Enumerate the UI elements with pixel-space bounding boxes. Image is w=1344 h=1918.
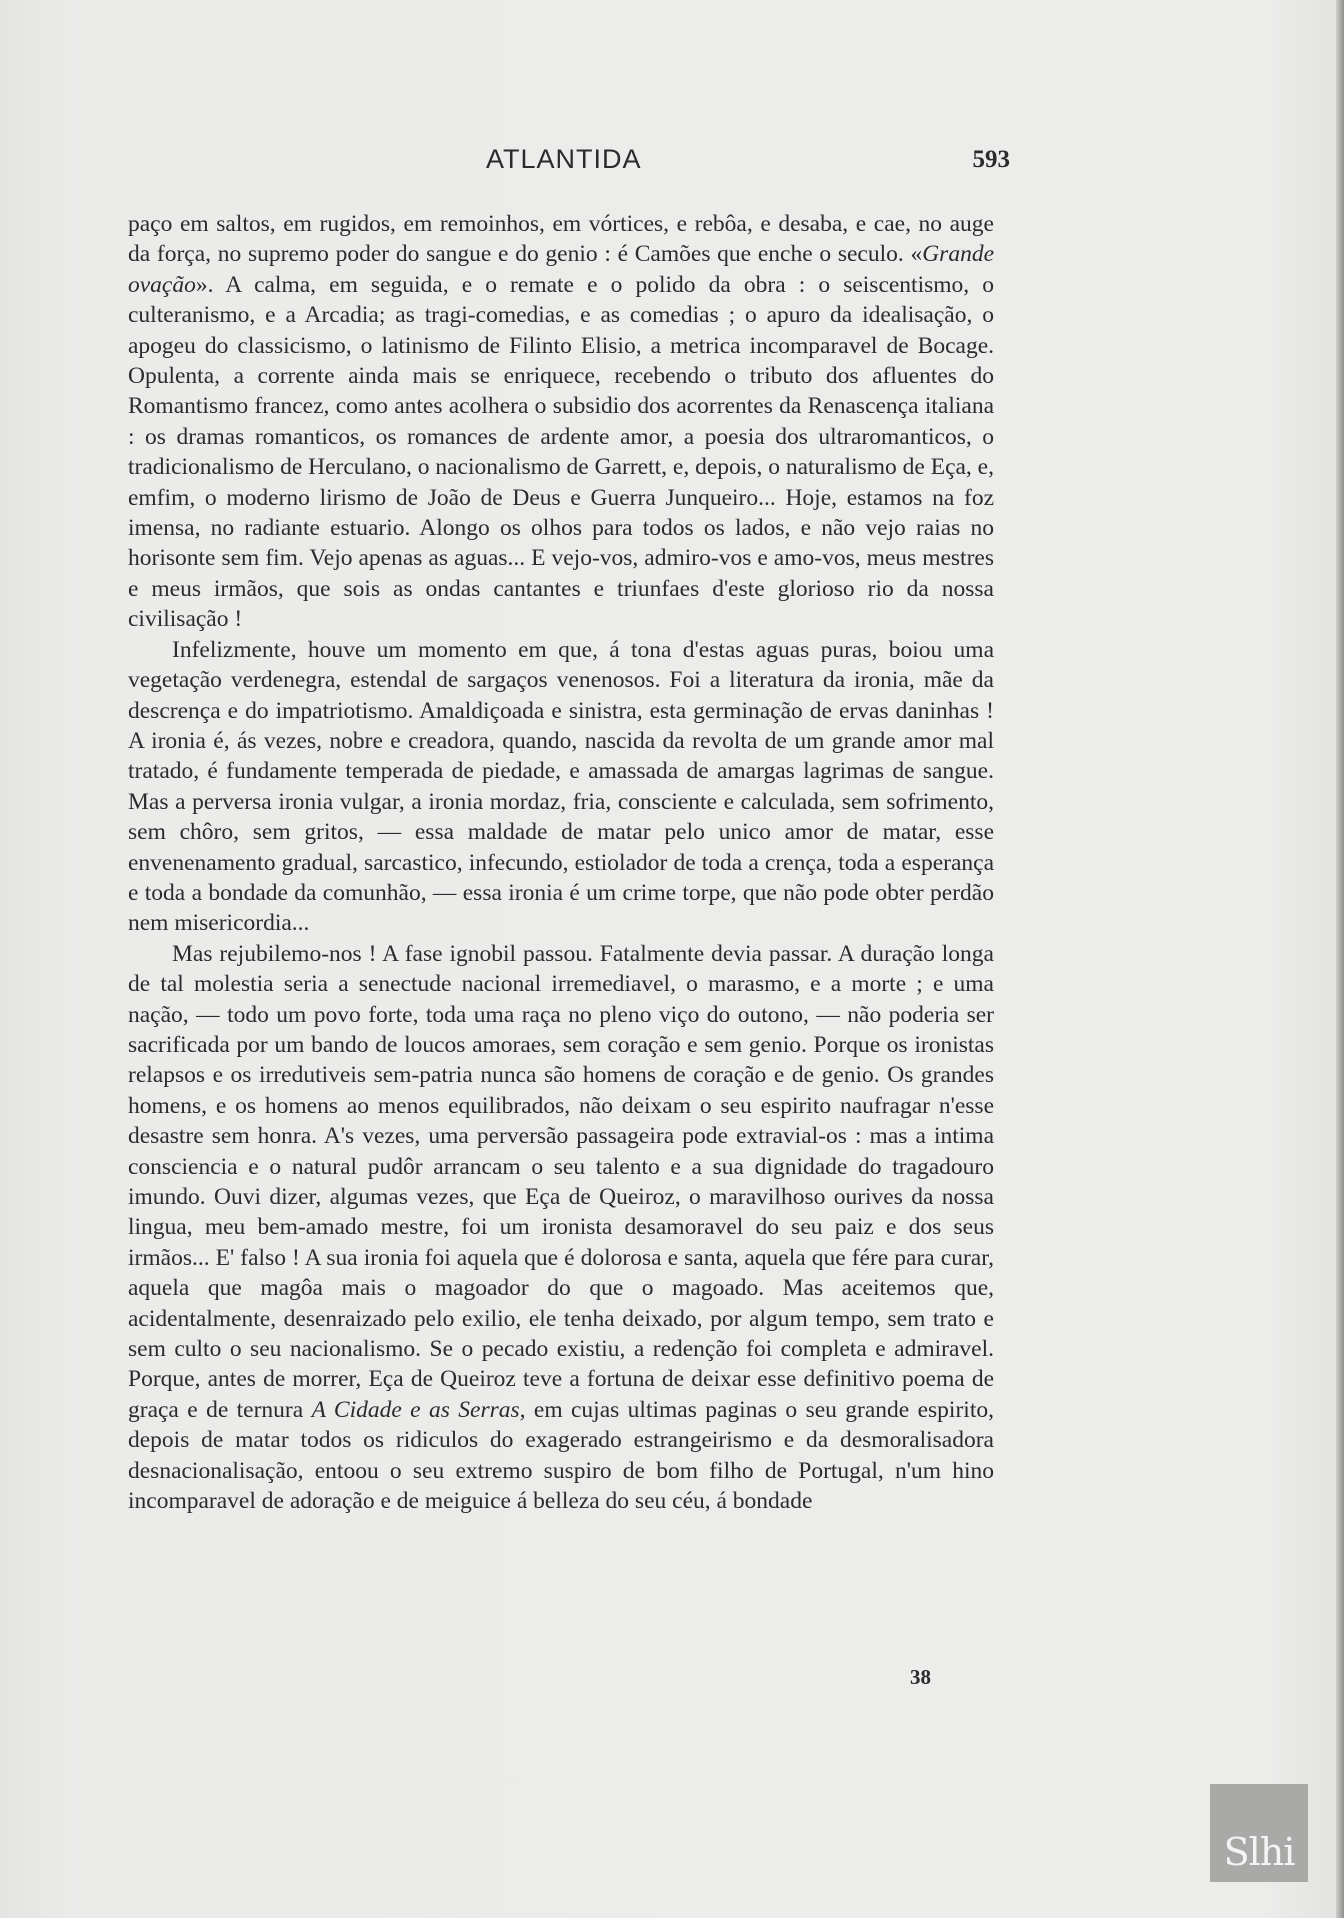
text-run: Mas rejubilemo-nos ! A fase ignobil passou. Fatalmente devia passar. A duração longa de tal molestia seria a senectude nacional irremediavel, o marasmo, e a morte ; e uma nação, — todo um povo forte, toda uma raça no pleno viço do outono, — não poderia ser sacrificada por um bando de loucos amoraes, sem coração e sem genio. Porque os ironistas relapsos e os irredutiveis sem-patria nunca são homens de coração e de genio. Os grandes homens, e os homens ao menos equilibrados, não deixam o seu espirito naufragar n'esse desastre sem honra. A's vezes, uma perversão passageira pode extravial-os : mas a intima consciencia e o natural pudôr arrancam o seu talento e a sua dignidade do tragadouro imundo. Ouvi dizer, algumas vezes, que Eça de Queiroz, o maravilhoso ourives da nossa lingua, meu bem-amado mestre, foi um ironista desamoravel do seu paiz e dos seus irmãos... E' falso ! A sua ironia foi aquela que é dolorosa e santa, aquela que fére para curar, aquela que magôa mais o magoador do que o magoado. Mas aceitemos que, acidentalmente, desenraizado pelo exilio, ele tenha deixado, por algum tempo, sem trato e sem culto o seu nacionalismo. Se o pecado existiu, a redenção foi completa e admiravel. Porque, antes de morrer, Eça de Queiroz teve a fortuna de deixar esse definitivo poema de graça e de ternura [128,940,994,1423]
page-number: 593 [972,146,1010,173]
paragraph [128,635,994,939]
italic-title: Grande ovação [128,241,994,298]
journal-title: ATLANTIDA [486,144,642,174]
text-run: em cujas ultimas paginas o seu grande espirito, depois de matar todos os ridiculos do exagerado estrangeirismo e da desmoralisadora desnacionalisação, entoou o seu extremo suspiro de bom filho de Portugal, n'um hino incomparavel de adoração e de meiguice á belleza do seu céu, á bondade [128,1396,994,1515]
italic-title: A Cidade e as Serras, [311,1396,526,1423]
slhi-logo: Slhi [1210,1784,1308,1882]
paragraph [128,939,994,1517]
text-run: paço em saltos, em rugidos, em remoinhos, em vórtices, e rebôa, e desaba, e cae, no auge da força, no supremo poder do sangue e do genio : é Camões que enche o seculo. « [128,211,994,268]
signature-mark: 38 [910,1665,931,1689]
paragraph [128,209,994,635]
page-edge-shadow [1336,0,1344,1918]
text-run: ». A calma, em seguida, e o remate e o polido da obra : o seiscentismo, o culteranismo, e a Arcadia; as tragi-comedias, e as comedias ; o apuro da idealisação, o apogeu do classicismo, o latinismo de Filinto Elisio, a metrica incomparavel de Bocage. Opulenta, a corrente ainda mais se enriquece, recebendo o tributo dos afluentes do Romantismo francez, como antes acolhera o subsidio dos acorrentes da Renascença italiana : os dramas romanticos, os romances de ardente amor, a poesia dos ultraromanticos, o tradicionalismo de Herculano, o nacionalismo de Garrett, e, depois, o naturalismo de Eça, e, emfim, o moderno lirismo de João de Deus e Guerra Junqueiro... Hoje, estamos na foz imensa, no radiante estuario. Alongo os olhos para todos os lados, e não vejo raias no horisonte sem fim. Vejo apenas as aguas... E vejo-vos, admiro-vos e amo-vos, meus mestres e meus irmãos, que sois as ondas cantantes e triunfaes d'este glorioso rio da nossa civilisação ! [128,271,994,633]
running-head [130,144,1010,180]
text-run: Infelizmente, houve um momento em que, á tona d'estas aguas puras, boiou uma vegetação verdenegra, estendal de sargaços venenosos. Foi a literatura da ironia, mãe da descrença e do impatriotismo. Amaldiçoada e sinistra, esta germinação de ervas daninhas ! A ironia é, ás vezes, nobre e creadora, quando, nascida da revolta de um grande amor mal tratado, é fundamente temperada de piedade, e amassada de amargas lagrimas de sangue. Mas a perversa ironia vulgar, a ironia mordaz, fria, consciente e calculada, sem sofrimento, sem chôro, sem gritos, — essa maldade de matar pelo unico amor de matar, esse envenenamento gradual, sarcastico, infecundo, estiolador de toda a crença, toda a esperança e toda a bondade da comunhão, — essa ironia é um crime torpe, que não pode obter perdão nem misericordia... [128,636,994,937]
body-text [128,209,994,1516]
